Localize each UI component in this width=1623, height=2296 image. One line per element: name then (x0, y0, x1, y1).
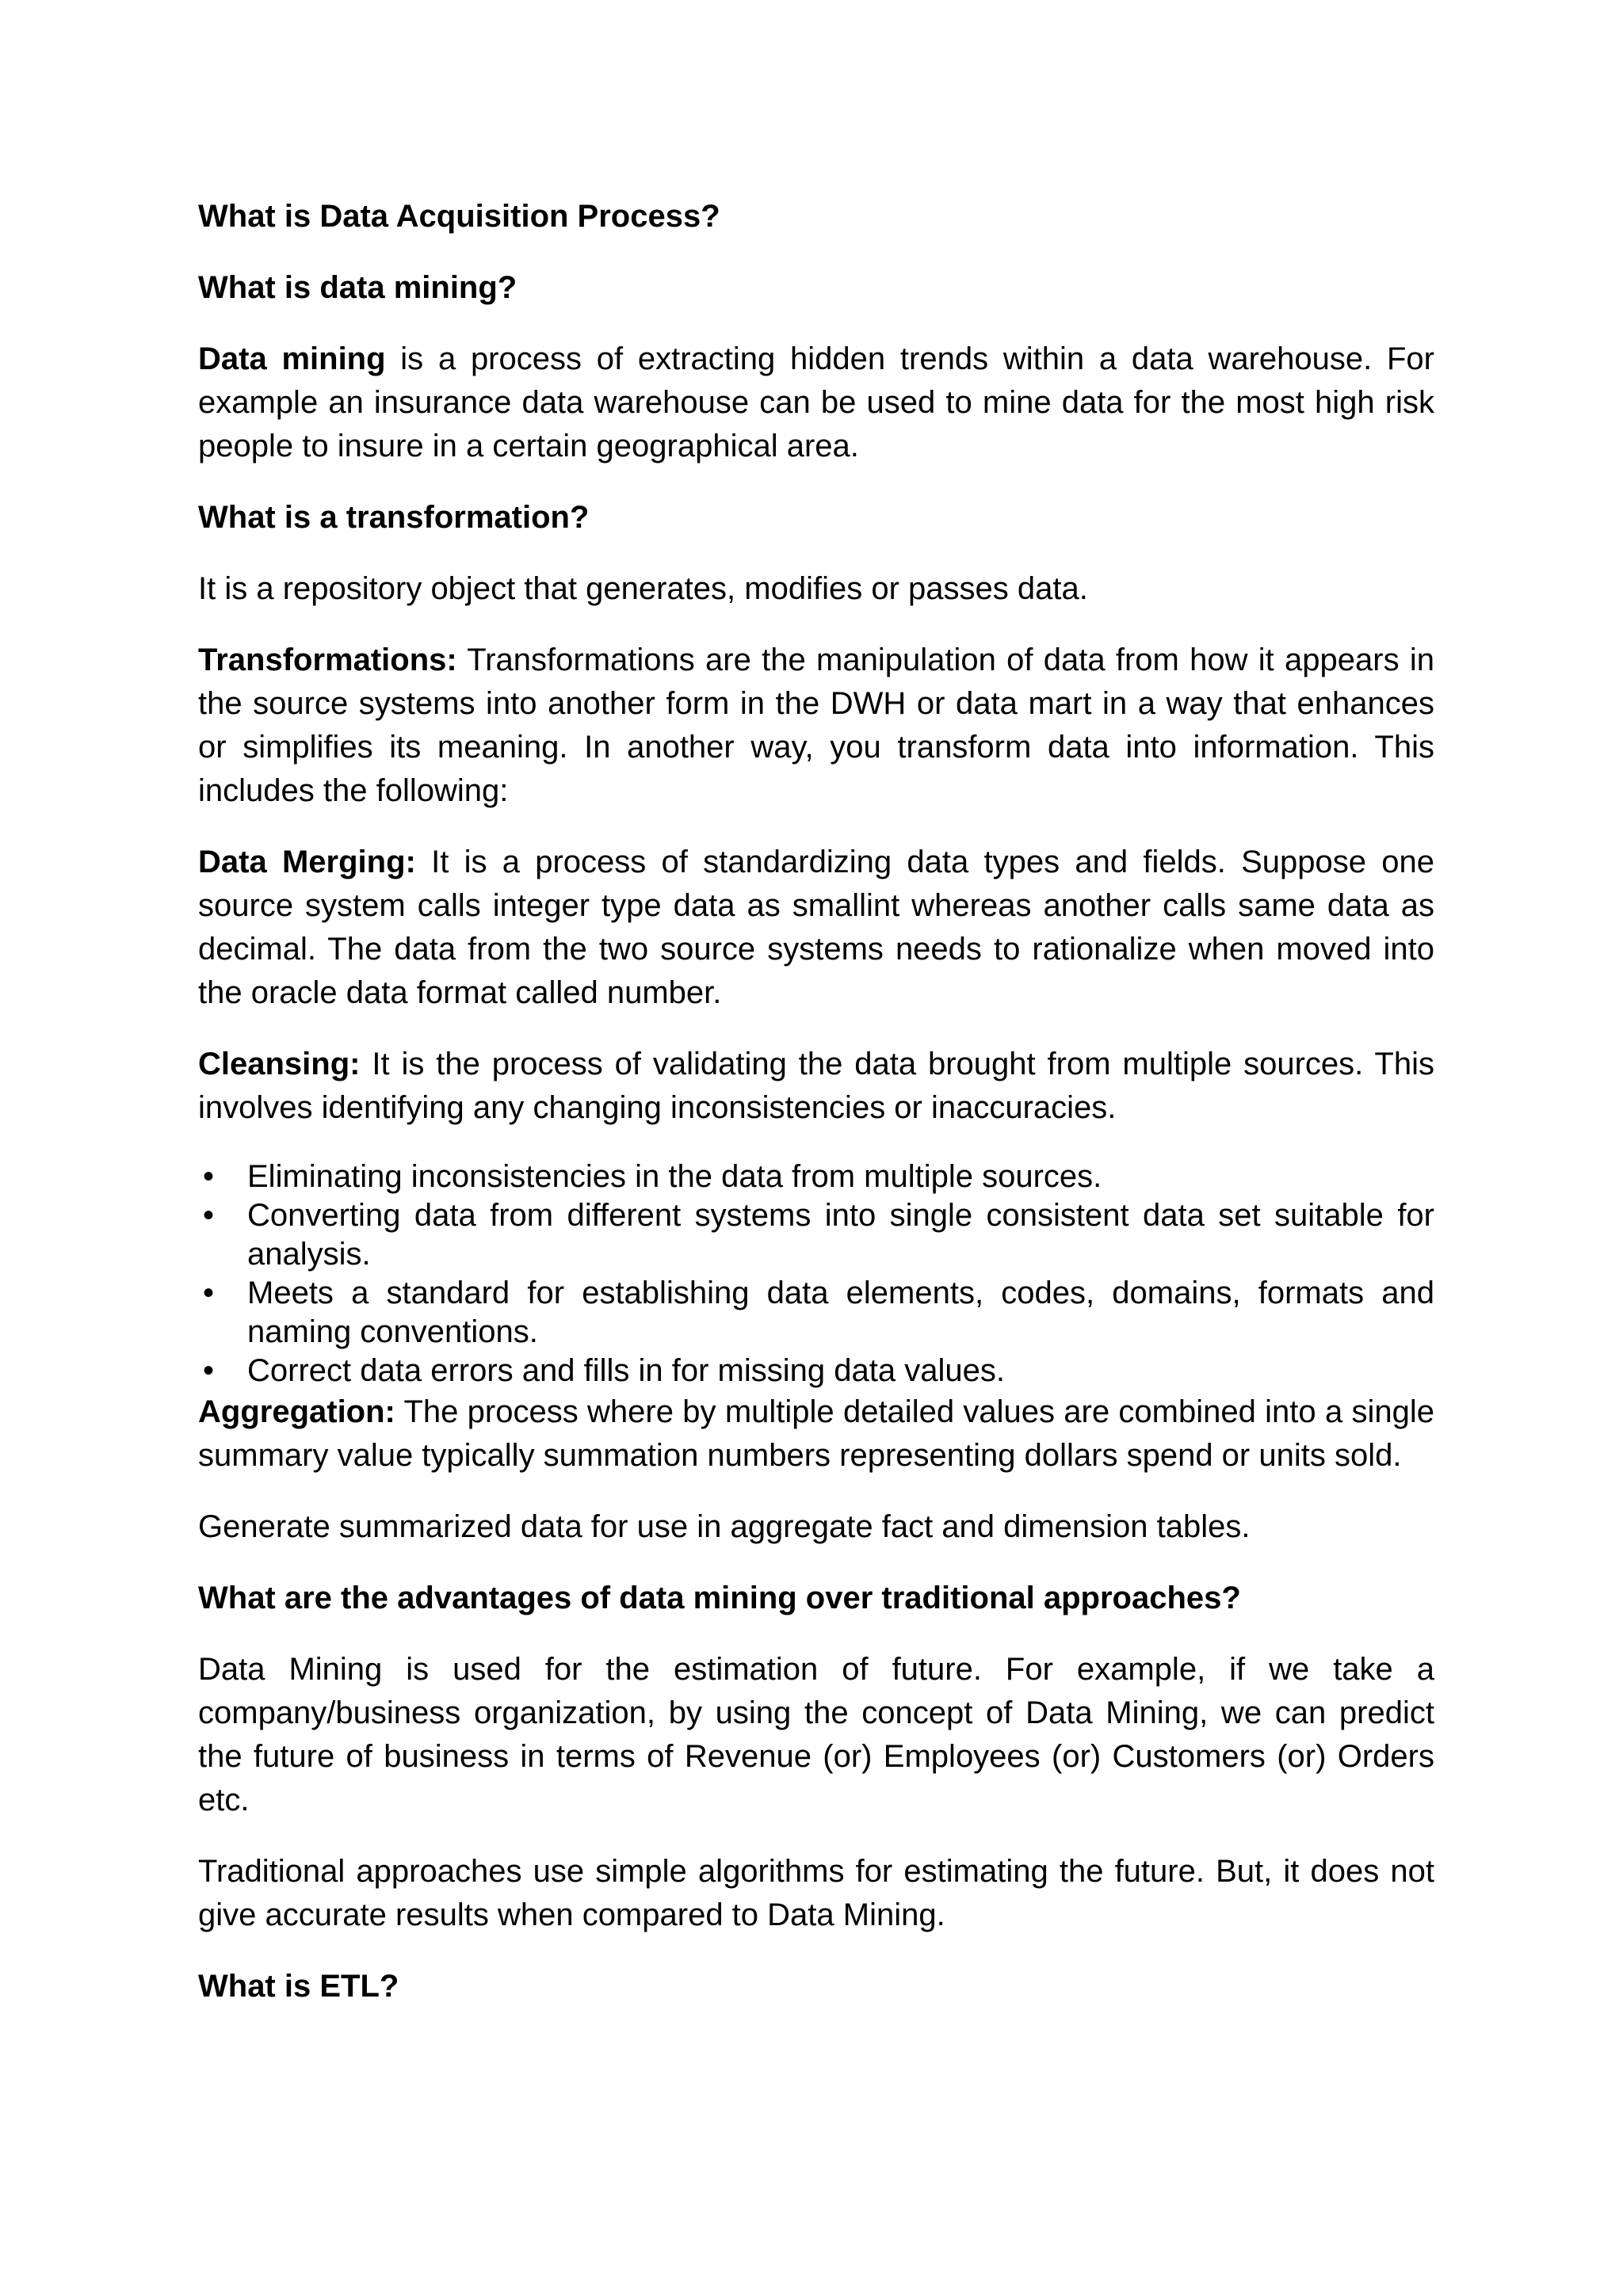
list-item (198, 1196, 1434, 1274)
term-transformations: Transformations: (198, 643, 457, 677)
bullet-icon: • (203, 1159, 215, 1194)
bullet-icon: • (203, 1353, 215, 1388)
document-page (198, 195, 1434, 2036)
list-item-text: Correct data errors and fills in for missing data values. (247, 1353, 1005, 1388)
heading-data-mining: What is data mining? (198, 270, 517, 305)
text-transformations: Transformations are the manipulation of data from how it appears in the source systems into another form in the DWH or data mart in a way that enhances or simplifies its meaning. In another way, you transform data into information. This includes the following: (198, 643, 1434, 808)
heading-advantages-data-mining: What are the advantages of data mining over traditional approaches? (198, 1581, 1241, 1615)
term-aggregation: Aggregation: (198, 1394, 395, 1429)
list-item-text: Converting data from different systems into single consistent data set suitable for analysis. (247, 1198, 1434, 1272)
term-data-merging: Data Merging: (198, 845, 416, 879)
text-cleansing: It is the process of validating the data brought from multiple sources. This involves identifying any changing inconsistencies or inaccuracies. (198, 1047, 1434, 1125)
text-aggregation: The process where by multiple detailed values are combined into a single summary value typically summation numbers representing dollars spend or units sold. (198, 1394, 1434, 1473)
paragraph-repository-object: It is a repository object that generates, modifies or passes data. (198, 571, 1088, 606)
list-item-text: Eliminating inconsistencies in the data from multiple sources. (247, 1159, 1102, 1194)
heading-data-acquisition: What is Data Acquisition Process? (198, 199, 720, 234)
list-item (198, 1352, 1434, 1390)
heading-etl: What is ETL? (198, 1969, 399, 2004)
term-cleansing: Cleansing: (198, 1047, 361, 1081)
bullet-icon: • (203, 1198, 215, 1233)
term-data-mining: Data mining (198, 341, 386, 376)
paragraph-cleansing (198, 1043, 1434, 1130)
paragraph-data-merging (198, 841, 1434, 1015)
paragraph-aggregation (198, 1390, 1434, 1478)
bullet-icon: • (203, 1276, 215, 1310)
cleansing-bullet-list (198, 1158, 1434, 1390)
list-item (198, 1158, 1434, 1196)
list-item-text: Meets a standard for establishing data elements, codes, domains, formats and naming conventions. (247, 1276, 1434, 1349)
text-data-merging: It is a process of standardizing data types and fields. Suppose one source system calls integer type data as smallint whereas another calls same data as decimal. The data from the two source systems needs to rationalize when moved into the oracle data format called number. (198, 845, 1434, 1010)
paragraph-data-mining-future: Data Mining is used for the estimation of future. For example, if we take a company/business organization, by using the concept of Data Mining, we can predict the future of business in terms of Revenue (or) Employees (or) Customers (or) Orders etc. (198, 1652, 1434, 1817)
paragraph-traditional-approaches: Traditional approaches use simple algorithms for estimating the future. But, it does not give accurate results when compared to Data Mining. (198, 1854, 1434, 1932)
heading-transformation: What is a transformation? (198, 500, 590, 535)
paragraph-transformations (198, 639, 1434, 813)
paragraph-generate-summarized: Generate summarized data for use in aggregate fact and dimension tables. (198, 1509, 1251, 1544)
list-item (198, 1274, 1434, 1352)
paragraph-data-mining (198, 338, 1434, 468)
text-data-mining: is a process of extracting hidden trends within a data warehouse. For example an insurance data warehouse can be used to mine data for the most high risk people to insure in a certain geographical area. (198, 341, 1434, 463)
